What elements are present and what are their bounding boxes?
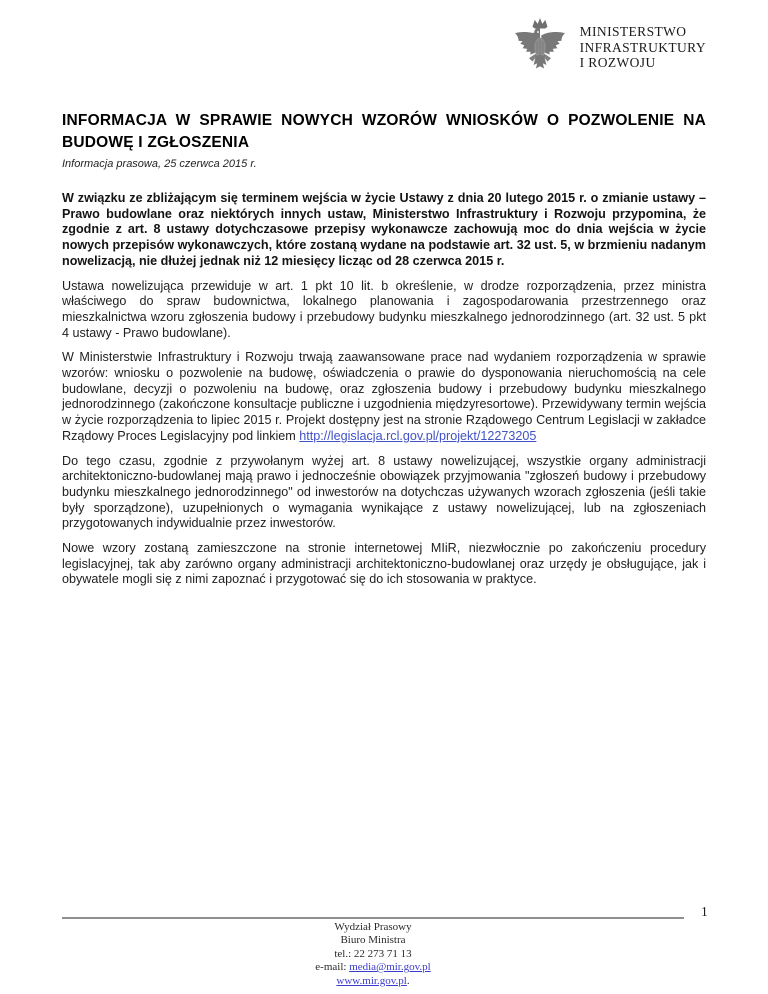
footer-contact-block xyxy=(62,921,684,988)
ministry-name xyxy=(580,13,706,71)
document-title: INFORMACJA W SPRAWIE NOWYCH WZORÓW WNIOSKÓW O POZWOLENIE NA BUDOWĘ I ZGŁOSZENIA xyxy=(62,112,706,151)
footer-divider xyxy=(62,917,684,919)
footer-email-link[interactable]: media@mir.gov.pl xyxy=(349,961,431,974)
footer-website-link[interactable]: www.mir.gov.pl xyxy=(336,974,407,987)
paragraphs-block xyxy=(62,191,706,588)
press-release-dateline: Informacja prasowa, 25 czerwca 2015 r. xyxy=(62,158,257,170)
ministry-name-line-2: INFRASTRUKTURY xyxy=(579,39,706,55)
paragraph-3-text: W Ministerstwie Infrastruktury i Rozwoju trwają zaawansowane prace nad wydaniem rozporządzenia w sprawie wzorów: wniosku o pozwolenie na budowę, oświadczenia o prawie do dysponowania nieruchomością na cele budowlane, decyzji o pozwoleniu na budowę, oraz zgłoszenia budowy i przebudowy budynku mieszkalnego jednorodzinnego (zakończone konsultacje publiczne i uzgodnienia międzyresortowe). Przewidywany termin wejścia w życie rozporządzenia to lipiec 2015 r. Projekt dostępny jest na stronie Rządowego Centrum Legislacji w zakładce Rządowy Proces Legislacyjny pod linkiem xyxy=(62,350,706,443)
footer-website-suffix: . xyxy=(406,974,410,987)
footer-website-line xyxy=(62,975,684,988)
paragraph-4: Do tego czasu, zgodnie z przywołanym wyżej art. 8 ustawy nowelizującej, wszystkie organy administracji architektoniczno-budowlanej mają prawo i jednocześnie obowiązek przyjmowania "zgłoszeń budowy i przebudowy budynku mieszkalnego jednorodzinnego" od inwestorów na dotychczas używanych wzorach zgłoszenia (jeśli takie były sporządzone), uzupełnionych o wymagania wynikające z ustawy nowelizującej, lub na zgłoszeniach przygotowanych indywidualnie przez inwestorów. xyxy=(62,453,706,531)
footer-office: Biuro Ministra xyxy=(340,934,406,947)
document-body xyxy=(62,110,706,597)
footer-phone: tel.: 22 273 71 13 xyxy=(334,947,412,960)
page-number: 1 xyxy=(701,904,708,919)
footer-email-label: e-mail: xyxy=(315,961,350,974)
paragraph-2: Ustawa nowelizująca przewiduje w art. 1 pkt 10 lit. b określenie, w drodze rozporządzenia, przez ministra właściwego do spraw budownictwa, lokalnego planowania i zagospodarowania przestrzennego oraz mieszkalnictwa wzoru zgłoszenia budowy i przebudowy budynku mieszkalnego jednorodzinnego (art. 32 ust. 5 pkt 4 ustawy - Prawo budowlane). xyxy=(62,278,706,340)
polish-eagle-emblem-icon xyxy=(511,13,569,80)
ministry-name-line-1: MINISTERSTWO xyxy=(579,24,687,39)
footer-department: Wydział Prasowy xyxy=(334,921,412,933)
legislation-project-link[interactable]: http://legislacja.rcl.gov.pl/projekt/12273205 xyxy=(299,428,537,443)
paragraph-1: W związku ze zbliżającym się terminem wejścia w życie Ustawy z dnia 20 lutego 2015 r. o zmianie ustawy – Prawo budowlane oraz niektórych innych ustaw, Ministerstwo Infrastruktury i Rozwoju przypomina, że zgodnie z art. 8 ustawy dotychczasowe przepisy wykonawcze zachowują moc do dnia wejścia w życie nowych przepisów wykonawczych, które zostaną wydane na podstawie art. 32 ust. 5, w brzmieniu nadanym nowelizacją, nie dłużej jednak niż 12 miesięcy licząc od 28 czerwca 2015 r. xyxy=(62,191,706,268)
paragraph-5: Nowe wzory zostaną zamieszczone na stronie internetowej MIiR, niezwłocznie po zakończeniu procedury legislacyjnej, tak aby zarówno organy administracji architektoniczno-budowlanej oraz urzędy je obsługujące, jak i obywatele mogli się z nimi zapoznać i przygotować się do ich stosowania w praktyce. xyxy=(62,541,706,587)
paragraph-3 xyxy=(62,350,706,444)
ministry-name-line-3: I ROZWOJU xyxy=(579,55,656,70)
ministry-header xyxy=(511,13,706,80)
footer-email-line xyxy=(62,961,684,974)
